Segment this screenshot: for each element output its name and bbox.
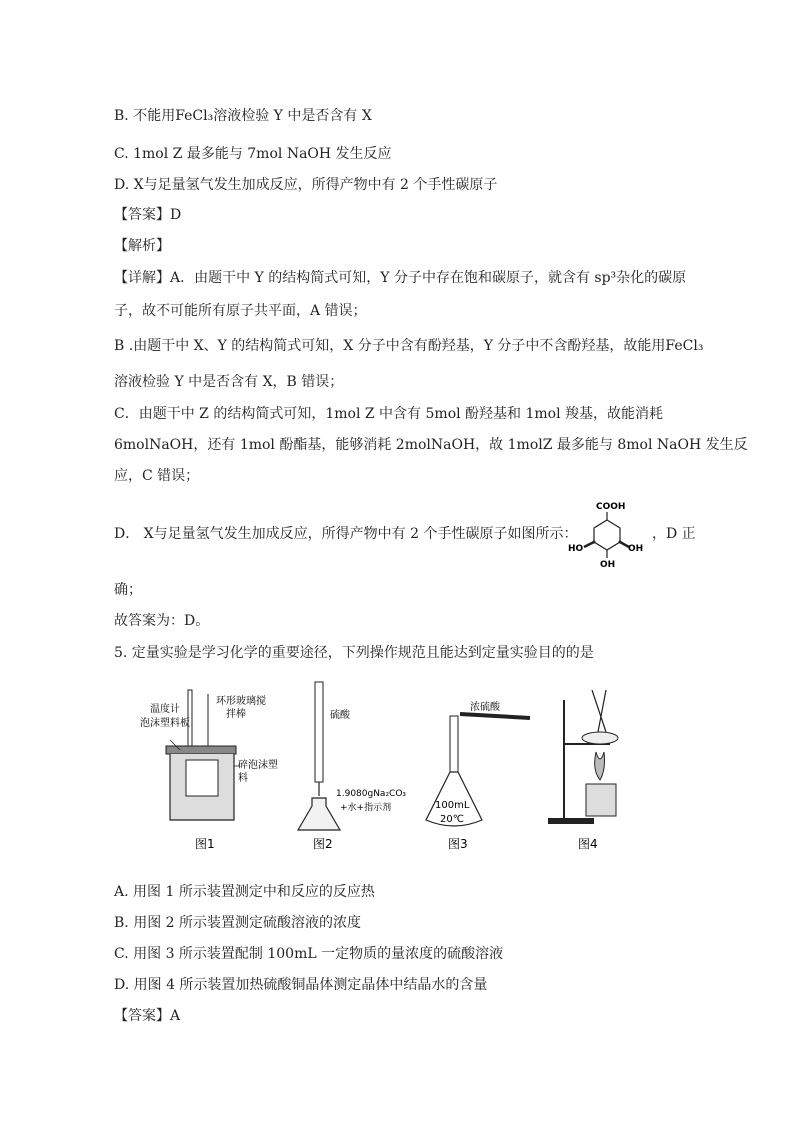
figure-2-titration: [298, 682, 406, 851]
fig4-flame: [595, 752, 605, 780]
fig1-stirrer-label-1: 环形玻璃搅: [216, 696, 266, 707]
chiral-structure-diagram: [566, 498, 652, 570]
figure-4-heating: [548, 690, 618, 851]
fig4-caption: 图4: [578, 837, 598, 851]
fig1-inner-beaker: [186, 760, 218, 796]
q5-option-b: B. 用图 2 所示装置测定硫酸溶液的浓度: [114, 915, 361, 931]
fig2-mix-label: +水+指示剂: [340, 803, 392, 813]
fig1-thermometer-label: 温度计: [150, 704, 180, 715]
q4-detail-c-line1: C．由题干中 Z 的结构简式可知，1mol Z 中含有 5mol 酚羟基和 1mol 羧基，故能消耗: [114, 406, 664, 422]
q4-detail-a-line1: 【详解】A．由题干中 Y 的结构简式可知，Y 分子中存在饱和碳原子，就含有 sp³杂化的碳原: [114, 270, 687, 286]
fig2-mass-label: 1.9080gNa₂CO₃: [336, 789, 407, 799]
fig3-flask-neck: [450, 716, 458, 772]
q4-detail-d-line1: D． X与足量氢气发生加成反应，所得产物中有 2 个手性碳原子如图所示：: [114, 526, 578, 542]
fig1-foam-label-1: 碎泡沫塑: [238, 760, 278, 771]
structure-chiral-marker: [619, 541, 622, 544]
structure-ho-label: HO: [568, 544, 584, 554]
fig1-board: [166, 746, 236, 754]
q4-conclusion: 故答案为：D。: [114, 613, 210, 629]
fig4-burner: [586, 784, 616, 816]
q4-option-d: D. X与足量氢气发生加成反应，所得产物中有 2 个手性碳原子: [114, 177, 498, 193]
fig4-crucible: [582, 732, 618, 744]
fig2-burette: [315, 682, 323, 782]
structure-cooh-label: COOH: [596, 502, 626, 512]
fig3-volume-label: 100mL: [435, 800, 470, 811]
q5-option-d: D. 用图 4 所示装置加热硫酸铜晶体测定晶体中结晶水的含量: [114, 977, 488, 993]
q4-detail-a-line2: 子，故不可能所有原子共平面，A 错误；: [114, 303, 367, 319]
fig1-board-label: 泡沫塑料板: [140, 718, 190, 729]
q5-answer: 【答案】A: [114, 1008, 181, 1024]
fig2-flask: [298, 798, 340, 830]
fig1-stirrer-label-2: 拌棒: [226, 709, 246, 720]
fig1-foam-label-2: 料: [238, 773, 248, 784]
structure-oh-bottom-label: OH: [600, 560, 616, 570]
fig4-stand-base: [548, 818, 594, 824]
q5-option-c: C. 用图 3 所示装置配制 100mL 一定物质的量浓度的硫酸溶液: [114, 946, 504, 962]
q4-detail-d-tail: ，D 正: [652, 526, 696, 542]
q4-detail-c-line2: 6molNaOH，还有 1mol 酚酯基，能够消耗 2molNaOH，故 1molZ 最多能与 8mol NaOH 发生反: [114, 437, 748, 453]
structure-oh-right-label: OH: [628, 544, 644, 554]
fig3-beaker-pouring: [460, 714, 530, 718]
q4-option-c: C. 1mol Z 最多能与 7mol NaOH 发生反应: [114, 146, 392, 162]
fig1-caption: 图1: [195, 837, 215, 851]
q4-analysis-tag: 【解析】: [114, 238, 170, 254]
fig2-caption: 图2: [313, 837, 333, 851]
fig3-acid-label: 浓硫酸: [470, 702, 500, 713]
q5-option-a: A. 用图 1 所示装置测定中和反应的反应热: [114, 884, 375, 900]
structure-chiral-marker: [593, 541, 596, 544]
q4-detail-c-line3: 应，C 错误；: [114, 468, 200, 484]
q4-detail-d-line2: 确；: [114, 582, 142, 598]
structure-ring: [594, 520, 620, 550]
fig3-caption: 图3: [448, 837, 468, 851]
structure-wedge-bond: [584, 542, 594, 547]
figure-1-calorimeter: [140, 690, 278, 851]
fig2-acid-label: 硫酸: [330, 710, 350, 721]
experiment-figures: [130, 680, 650, 860]
q4-detail-b-line1: B .由题干中 X、Y 的结构简式可知，X 分子中含有酚羟基，Y 分子中不含酚羟基，故能用FeCl₃: [114, 338, 704, 354]
figure-3-volumetric-flask: [426, 700, 530, 851]
fig3-temp-label: 20℃: [440, 814, 464, 825]
q4-answer: 【答案】D: [114, 207, 182, 223]
q4-detail-b-line2: 溶液检验 Y 中是否含有 X，B 错误；: [114, 374, 344, 390]
q5-stem: 5. 定量实验是学习化学的重要途径，下列操作规范且能达到定量实验目的的是: [114, 645, 594, 661]
q4-option-b: B. 不能用FeCl₃溶液检验 Y 中是否含有 X: [114, 108, 372, 124]
